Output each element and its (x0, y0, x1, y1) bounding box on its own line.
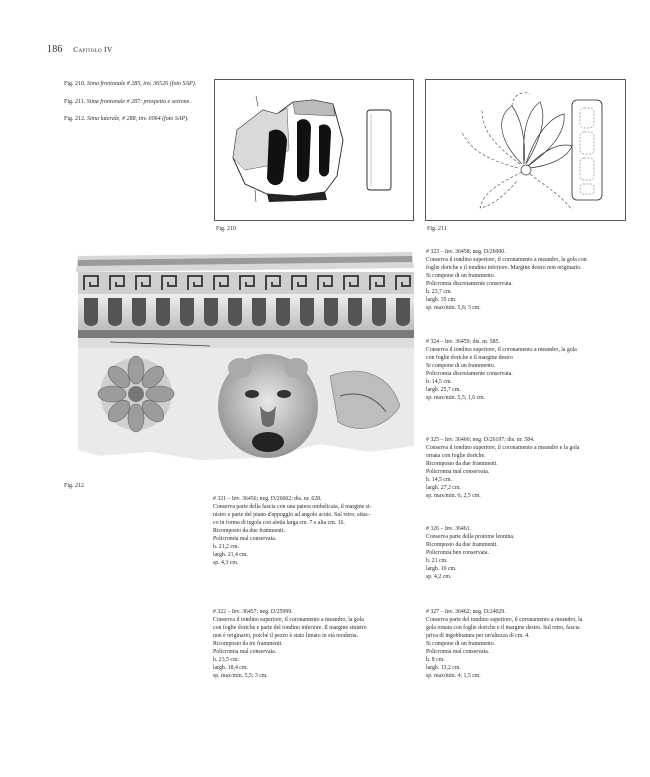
entry-heading: # 325 – Inv. 36460; neg. D/26197; dis. nr. 584. (426, 437, 535, 443)
catalogue-entry-322: # 322 – Inv. 36457; neg. D/25999. Conserva il tondino superiore, il coronamento a meandro, la gola con foglie doriche e parte del tondino inferiore. Il margine sinistro non è originario, poiché il pezzo è stato limato in età moderna. Ricomposto da tre frammenti. Policromia mal conservata. h. 23,5 cm. largh. 18,4 cm. sp. max/min. 5,5; 3 cm. (213, 608, 413, 680)
catalogue-entry-324: # 324 – Inv. 36459; dis. nr. 585. Conserva il tondino superiore, il coronamento a meandro, la gola con foglie doriche e il margine destro Si compone di un frammento. Policromia discretamente conservata. h. 14,5 cm. largh. 25,7 cm. sp. max/min. 5,5; 1,6 cm. (426, 338, 626, 402)
entry-heading: # 326 – Inv. 36461. (426, 526, 472, 532)
running-header (47, 44, 113, 55)
catalogue-entry-321: # 321 – Inv. 36456; neg. D/26002; dis. nr. 628. Conserva parte della fascia con una patera ombelicata, il margine si- nistro e parte del piano d'appoggio ad angolo acuto. Sul retro, attac- co in forma di tegola con aletta larga cm. 7 e alta cm. 16. Ricomposto da due frammenti. Policromia mal conservata. h. 21,2 cm. largh. 21,4 cm. sp. 4,3 cm. (213, 495, 413, 567)
figure-210-drawing (214, 79, 414, 221)
entry-heading: # 324 – Inv. 36459; dis. nr. 585. (426, 339, 500, 345)
label-fig-210: Fig. 210 (216, 226, 237, 232)
lateral-sima-photo (70, 246, 419, 478)
chapter-title: Capitolo IV (73, 45, 113, 54)
caption-fig-212: Fig. 212. Sima laterale, # 288, inv. 6064 (foto SAP). (64, 116, 189, 122)
figure-212-photo (70, 246, 419, 478)
label-fig-212: Fig. 212 (64, 483, 85, 489)
palmette-reconstruction-drawing (426, 80, 625, 220)
figure-211-drawing (425, 79, 626, 221)
catalogue-entry-325: # 325 – Inv. 36460; neg. D/26197; dis. nr. 584. Conserva il tondino superiore, il coronamento a meandro e la gola ornata con foglie doriche. Ricomposto da due frammenti. Policromia mal conservata. h. 14,5 cm. largh. 27,2 cm. sp. max/min. 6; 2,5 cm. (426, 436, 626, 500)
entry-heading: # 327 – Inv. 36462; neg. D/24029. (426, 609, 506, 615)
sima-fragment-drawing (215, 80, 413, 220)
catalogue-entry-323: # 323 – Inv. 36458; neg. D/26000. Conserva il tondino superiore, il coronamento a meandro, la gola con foglie doriche e il tondino inferiore. Margine destro non originario. Si compone di un frammento. Policromia discretamente conservata. h. 23,7 cm. largh. 35 cm. sp. max/min. 5,6; 3 cm. (426, 248, 626, 312)
page-number: 186 (47, 44, 63, 55)
caption-fig-211: Fig. 211. Sima frontonale # 287: prospetto e sezione. (64, 98, 191, 105)
entry-heading: # 322 – Inv. 36457; neg. D/25999. (213, 609, 293, 615)
caption-fig-210: Fig. 210. Sima frontonale # 285, inv. 36526 (foto SAP). (64, 81, 197, 87)
entry-heading: # 323 – Inv. 36458; neg. D/26000. (426, 249, 506, 255)
entry-heading: # 321 – Inv. 36456; neg. D/26002; dis. nr. 628. (213, 496, 322, 502)
catalogue-entry-326: # 326 – Inv. 36461. Conserva parte della protome leonina. Ricomposto da due frammenti. Policromia ben conservata. h. 21 cm. largh. 10 cm. sp. 4,2 cm. (426, 525, 626, 581)
figure-captions (64, 80, 204, 133)
label-fig-211: Fig. 211 (427, 226, 447, 232)
catalogue-entry-327: # 327 – Inv. 36462; neg. D/24029. Conserva parte del tondino superiore, il coronamento a meandro, la gola ornata con foglie doriche e il margine destro. Sul retro, fascia priva di ingobbiatura per un'altezza di cm. 4. Si compone di un frammento. Policromia mal conservata. h. 8 cm. largh. 13,2 cm. sp. max/min. 4; 1,5 cm. (426, 608, 626, 680)
